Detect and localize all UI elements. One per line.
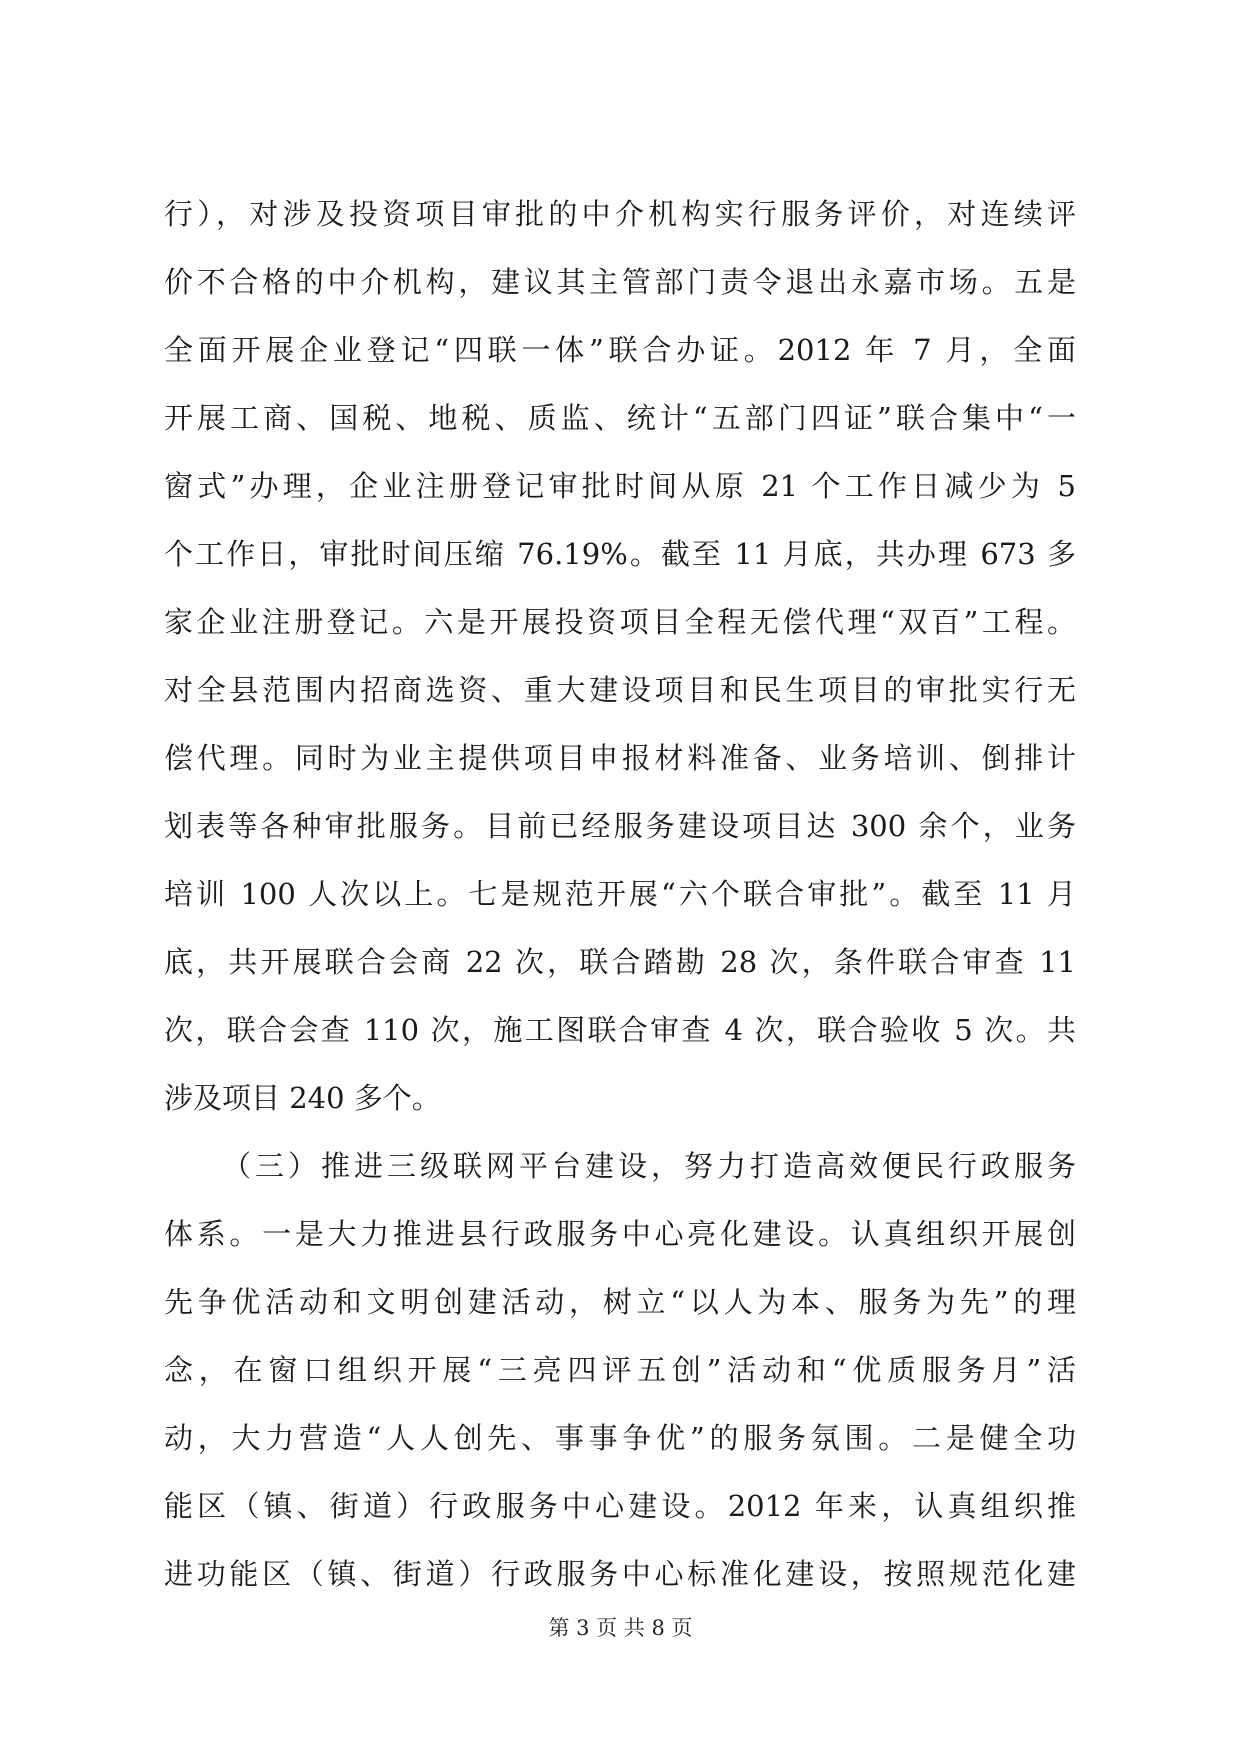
body-line-9: 偿代理。同时为业主提供项目申报材料准备、业务培训、倒排计 bbox=[164, 741, 1076, 775]
body-line-14: 涉及项目 240 多个。 bbox=[164, 1081, 441, 1115]
body-line-16: 体系。一是大力推进县行政服务中心亮化建设。认真组织开展创 bbox=[164, 1217, 1076, 1251]
body-line-4: 开展工商、国税、地税、质监、统计“五部门四证”联合集中“一 bbox=[164, 401, 1076, 435]
body-line-12: 底，共开展联合会商 22 次，联合踏勘 28 次，条件联合审查 11 bbox=[164, 945, 1076, 979]
body-line-6: 个工作日，审批时间压缩 76.19%。截至 11 月底，共办理 673 多 bbox=[164, 537, 1076, 571]
body-line-3: 全面开展企业登记“四联一体”联合办证。2012 年 7 月，全面 bbox=[164, 333, 1076, 367]
body-line-5: 窗式”办理，企业注册登记审批时间从原 21 个工作日减少为 5 bbox=[164, 469, 1076, 503]
body-line-13: 次，联合会查 110 次，施工图联合审查 4 次，联合验收 5 次。共 bbox=[164, 1013, 1076, 1047]
body-line-8: 对全县范围内招商选资、重大建设项目和民生项目的审批实行无 bbox=[164, 673, 1076, 707]
body-line-21: 进功能区（镇、街道）行政服务中心标准化建设，按照规范化建 bbox=[164, 1557, 1076, 1591]
body-line-7: 家企业注册登记。六是开展投资项目全程无偿代理“双百”工程。 bbox=[164, 605, 1076, 639]
body-line-19: 动，大力营造“人人创先、事事争优”的服务氛围。二是健全功 bbox=[164, 1421, 1076, 1455]
body-line-11: 培训 100 人次以上。七是规范开展“六个联合审批”。截至 11 月 bbox=[164, 877, 1076, 911]
body-line-20: 能区（镇、街道）行政服务中心建设。2012 年来，认真组织推 bbox=[164, 1489, 1076, 1523]
body-line-2: 价不合格的中介机构，建议其主管部门责令退出永嘉市场。五是 bbox=[164, 265, 1076, 299]
body-line-1: 行），对涉及投资项目审批的中介机构实行服务评价，对连续评 bbox=[164, 197, 1076, 231]
page-number-footer: 第 3 页 共 8 页 bbox=[548, 1616, 693, 1640]
body-line-18: 念，在窗口组织开展“三亮四评五创”活动和“优质服务月”活 bbox=[164, 1353, 1076, 1387]
section-heading-line: （三）推进三级联网平台建设，努力打造高效便民行政服务 bbox=[222, 1149, 1076, 1183]
body-line-17: 先争优活动和文明创建活动，树立“以人为本、服务为先”的理 bbox=[164, 1285, 1076, 1319]
body-line-10: 划表等各种审批服务。目前已经服务建设项目达 300 余个，业务 bbox=[164, 809, 1076, 843]
